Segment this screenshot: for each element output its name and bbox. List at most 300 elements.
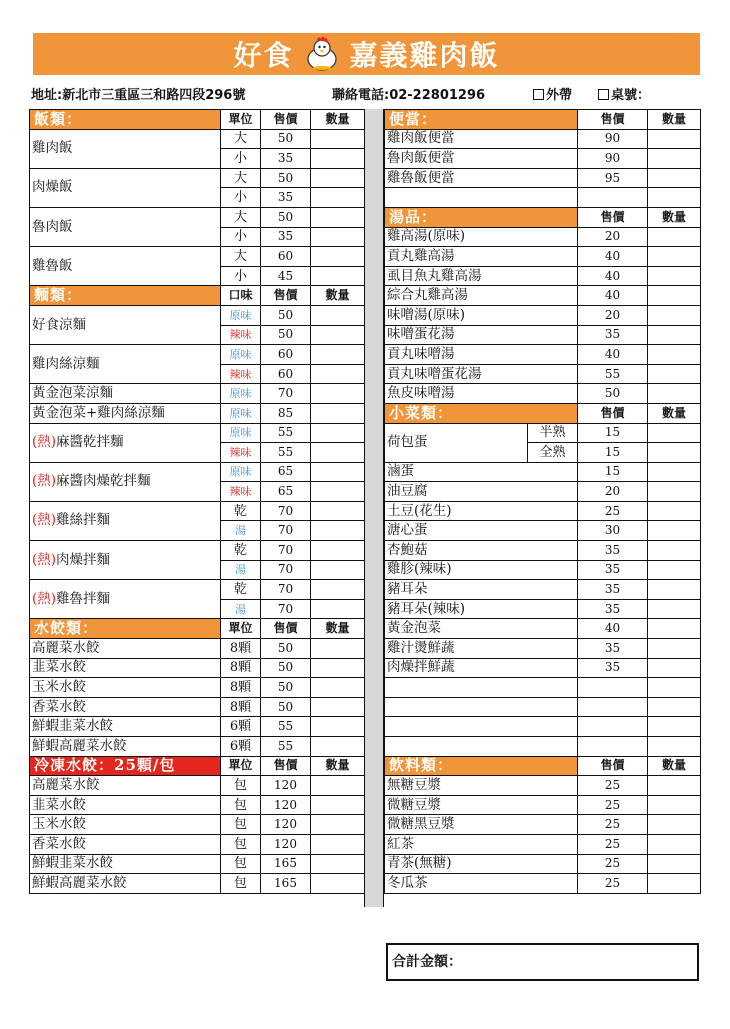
- quantity-cell[interactable]: [311, 482, 365, 502]
- quantity-cell[interactable]: [311, 541, 365, 561]
- quantity-cell[interactable]: [311, 560, 365, 580]
- price: 55: [578, 364, 648, 384]
- item-name: 魯肉飯便當: [385, 149, 578, 169]
- empty-cell: [578, 697, 648, 717]
- item-name: 鮮蝦韭菜水餃: [30, 854, 221, 874]
- menu-item-row: [385, 482, 701, 502]
- column-header: 單位: [221, 110, 261, 130]
- menu-item-row: [30, 462, 365, 482]
- quantity-cell[interactable]: [648, 305, 701, 325]
- price: 165: [261, 874, 311, 894]
- price: 25: [578, 854, 648, 874]
- menu-item-row: [385, 639, 701, 659]
- quantity-cell[interactable]: [648, 501, 701, 521]
- price: 55: [261, 443, 311, 463]
- column-header: 口味: [221, 286, 261, 306]
- price: 50: [261, 168, 311, 188]
- quantity-cell[interactable]: [311, 129, 365, 149]
- quantity-cell[interactable]: [311, 384, 365, 404]
- quantity-cell[interactable]: [311, 188, 365, 208]
- option-label: 辣味: [221, 443, 261, 463]
- quantity-cell[interactable]: [648, 521, 701, 541]
- item-name: 貢丸味噌湯: [385, 345, 578, 365]
- option-label: 大: [221, 247, 261, 267]
- option-label: 湯: [221, 521, 261, 541]
- quantity-cell[interactable]: [648, 129, 701, 149]
- price: 40: [578, 266, 648, 286]
- quantity-cell[interactable]: [311, 325, 365, 345]
- item-name-text: 黃金泡菜+雞肉絲涼麵: [32, 404, 165, 421]
- menu-item-row: [385, 541, 701, 561]
- menu-item-row: [385, 776, 701, 796]
- price: 70: [261, 521, 311, 541]
- item-name: [30, 423, 221, 462]
- item-name: [30, 580, 221, 619]
- menu-item-row: [385, 129, 701, 149]
- price: 15: [578, 462, 648, 482]
- price: 35: [261, 149, 311, 169]
- price: 90: [578, 149, 648, 169]
- quantity-cell[interactable]: [648, 168, 701, 188]
- unit: 包: [221, 795, 261, 815]
- option-label: 小: [221, 149, 261, 169]
- item-name: 冬瓜茶: [385, 874, 578, 894]
- item-name: 玉米水餃: [30, 678, 221, 698]
- quantity-cell[interactable]: [648, 560, 701, 580]
- quantity-cell[interactable]: [311, 345, 365, 365]
- price: 40: [578, 345, 648, 365]
- section-title: 小菜類：: [385, 403, 578, 423]
- empty-row: [385, 737, 701, 757]
- menu-item-row: [385, 305, 701, 325]
- quantity-cell[interactable]: [311, 776, 365, 796]
- menu-item-row: [385, 834, 701, 854]
- bento-section-header: [385, 110, 701, 130]
- option-label: 半熟: [528, 423, 578, 443]
- item-name: 高麗菜水餃: [30, 776, 221, 796]
- menu-item-row: [385, 580, 701, 600]
- item-name: 味噌湯(原味): [385, 305, 578, 325]
- menu-item-row: [385, 795, 701, 815]
- quantity-cell[interactable]: [311, 207, 365, 227]
- price: 35: [578, 541, 648, 561]
- hot-tag: (熱): [32, 434, 57, 451]
- empty-row: [385, 697, 701, 717]
- quantity-cell[interactable]: [648, 384, 701, 404]
- quantity-cell[interactable]: [311, 874, 365, 894]
- quantity-cell[interactable]: [311, 580, 365, 600]
- item-name: 微糖豆漿: [385, 795, 578, 815]
- empty-cell: [385, 697, 578, 717]
- quantity-cell[interactable]: [311, 501, 365, 521]
- column-header: 數量: [311, 619, 365, 639]
- option-label: 大: [221, 207, 261, 227]
- menu-item-row: [385, 266, 701, 286]
- item-name-text: 麻醬乾拌麵: [56, 434, 124, 451]
- empty-row: [385, 678, 701, 698]
- quantity-cell[interactable]: [311, 443, 365, 463]
- empty-cell: [578, 678, 648, 698]
- menu-item-row: [385, 423, 701, 443]
- item-name: [30, 384, 221, 404]
- unit: 包: [221, 874, 261, 894]
- unit: 6顆: [221, 717, 261, 737]
- quantity-cell[interactable]: [648, 874, 701, 894]
- unit: 包: [221, 854, 261, 874]
- price: 15: [578, 443, 648, 463]
- empty-cell: [385, 737, 578, 757]
- quantity-cell[interactable]: [311, 403, 365, 423]
- quantity-cell[interactable]: [648, 462, 701, 482]
- option-label: 湯: [221, 599, 261, 619]
- item-name: [30, 501, 221, 540]
- drink-section-header: [385, 756, 701, 776]
- price: 70: [261, 580, 311, 600]
- price: 50: [261, 639, 311, 659]
- menu-item-row: [30, 403, 365, 423]
- option-label: 湯: [221, 560, 261, 580]
- quantity-cell[interactable]: [311, 227, 365, 247]
- menu-item-row: [30, 423, 365, 443]
- menu-item-row: [30, 305, 365, 325]
- price: 35: [261, 227, 311, 247]
- unit: 8顆: [221, 639, 261, 659]
- quantity-cell[interactable]: [311, 717, 365, 737]
- menu-item-row: [30, 815, 365, 835]
- price: 70: [261, 541, 311, 561]
- column-header: 售價: [578, 207, 648, 227]
- price: 55: [261, 423, 311, 443]
- quantity-cell[interactable]: [648, 364, 701, 384]
- quantity-cell[interactable]: [648, 854, 701, 874]
- menu-item-row: [385, 149, 701, 169]
- price: 60: [261, 247, 311, 267]
- menu-item-row: [385, 384, 701, 404]
- price: 120: [261, 815, 311, 835]
- menu-item-row: [30, 129, 365, 149]
- menu-item-row: [385, 815, 701, 835]
- quantity-cell[interactable]: [648, 776, 701, 796]
- column-header: 單位: [221, 619, 261, 639]
- price: 35: [578, 580, 648, 600]
- empty-cell: [385, 188, 578, 208]
- item-name-text: 肉燥飯: [32, 179, 73, 196]
- quantity-cell[interactable]: [311, 364, 365, 384]
- price: 25: [578, 795, 648, 815]
- section-title: 湯品：: [385, 207, 578, 227]
- option-label: 原味: [221, 305, 261, 325]
- noodle-section-header: [30, 286, 365, 306]
- item-name: [30, 305, 221, 344]
- price: 70: [261, 560, 311, 580]
- item-name-text: 雞肉絲涼麵: [32, 355, 100, 372]
- menu-item-row: [385, 168, 701, 188]
- item-name: 雞胗(辣味): [385, 560, 578, 580]
- quantity-cell[interactable]: [648, 834, 701, 854]
- price: 20: [578, 482, 648, 502]
- option-label: 辣味: [221, 482, 261, 502]
- quantity-cell[interactable]: [648, 815, 701, 835]
- quantity-cell[interactable]: [311, 678, 365, 698]
- menu-item-row: [30, 639, 365, 659]
- quantity-cell[interactable]: [311, 305, 365, 325]
- item-name: 香菜水餃: [30, 834, 221, 854]
- empty-cell: [648, 697, 701, 717]
- item-name: [30, 403, 221, 423]
- quantity-cell[interactable]: [311, 658, 365, 678]
- menu-item-row: [30, 874, 365, 894]
- dumpling-section-header: [30, 619, 365, 639]
- option-label: 原味: [221, 462, 261, 482]
- column-header: 售價: [261, 619, 311, 639]
- price: 60: [261, 364, 311, 384]
- quantity-cell[interactable]: [648, 658, 701, 678]
- item-name: 虱目魚丸雞高湯: [385, 266, 578, 286]
- section-title: 飲料類：: [385, 756, 578, 776]
- left-menu-table: [29, 109, 365, 894]
- option-label: 原味: [221, 423, 261, 443]
- column-header: 售價: [261, 756, 311, 776]
- hot-tag: (熱): [32, 512, 57, 529]
- menu-item-row: [385, 286, 701, 306]
- item-name: 荷包蛋: [385, 423, 528, 462]
- menu-item-row: [30, 854, 365, 874]
- price: 65: [261, 462, 311, 482]
- price: 30: [578, 521, 648, 541]
- quantity-cell[interactable]: [311, 639, 365, 659]
- dine-in-checkbox[interactable]: [598, 89, 609, 100]
- column-header: 售價: [261, 286, 311, 306]
- section-title: 飯類：: [30, 110, 221, 130]
- frozen-section-header: [30, 756, 365, 776]
- menu-item-row: [30, 541, 365, 561]
- quantity-cell[interactable]: [311, 423, 365, 443]
- price: 70: [261, 384, 311, 404]
- quantity-cell[interactable]: [648, 423, 701, 443]
- price: 35: [578, 658, 648, 678]
- quantity-cell[interactable]: [648, 541, 701, 561]
- empty-cell: [578, 737, 648, 757]
- quantity-cell[interactable]: [311, 599, 365, 619]
- price: 55: [261, 737, 311, 757]
- menu-item-row: [385, 227, 701, 247]
- price: 35: [578, 599, 648, 619]
- price: 20: [578, 305, 648, 325]
- menu-item-row: [30, 697, 365, 717]
- quantity-cell[interactable]: [311, 149, 365, 169]
- menu-item-row: [385, 247, 701, 267]
- quantity-cell[interactable]: [648, 286, 701, 306]
- price: 50: [261, 325, 311, 345]
- menu-item-row: [385, 325, 701, 345]
- price: 25: [578, 501, 648, 521]
- quantity-cell[interactable]: [311, 815, 365, 835]
- empty-cell: [648, 737, 701, 757]
- item-name: 韭菜水餃: [30, 795, 221, 815]
- column-header: 數量: [311, 110, 365, 130]
- quantity-cell[interactable]: [311, 521, 365, 541]
- price: 65: [261, 482, 311, 502]
- quantity-cell[interactable]: [311, 697, 365, 717]
- price: 70: [261, 599, 311, 619]
- item-name-text: 肉燥拌麵: [56, 551, 111, 568]
- price: 20: [578, 227, 648, 247]
- item-name: 紅茶: [385, 834, 578, 854]
- menu-item-row: [30, 737, 365, 757]
- price: 50: [261, 305, 311, 325]
- takeout-option[interactable]: 外帶: [533, 84, 572, 103]
- option-label: 全熟: [528, 443, 578, 463]
- item-name: 黃金泡菜: [385, 619, 578, 639]
- menu-item-row: [385, 658, 701, 678]
- item-name: 香菜水餃: [30, 697, 221, 717]
- item-name: 肉燥拌鮮蔬: [385, 658, 578, 678]
- item-name: 鮮蝦高麗菜水餃: [30, 874, 221, 894]
- quantity-cell[interactable]: [648, 227, 701, 247]
- quantity-cell[interactable]: [311, 168, 365, 188]
- price: 15: [578, 423, 648, 443]
- quantity-cell[interactable]: [648, 345, 701, 365]
- option-label: 乾: [221, 580, 261, 600]
- takeout-checkbox[interactable]: [533, 89, 544, 100]
- menu-item-row: [30, 168, 365, 188]
- price: 165: [261, 854, 311, 874]
- empty-row: [385, 717, 701, 737]
- section-title: 便當：: [385, 110, 578, 130]
- price: 40: [578, 619, 648, 639]
- item-name: 青茶(無糖): [385, 854, 578, 874]
- quantity-cell[interactable]: [648, 482, 701, 502]
- quantity-cell[interactable]: [648, 149, 701, 169]
- unit: 8顆: [221, 697, 261, 717]
- quantity-cell[interactable]: [648, 266, 701, 286]
- price: 95: [578, 168, 648, 188]
- price: 25: [578, 834, 648, 854]
- quantity-cell[interactable]: [648, 795, 701, 815]
- price: 55: [261, 717, 311, 737]
- quantity-cell[interactable]: [648, 247, 701, 267]
- title-right: 嘉義雞肉飯: [349, 39, 500, 72]
- option-label: 乾: [221, 541, 261, 561]
- menu-item-row: [385, 501, 701, 521]
- option-label: 小: [221, 266, 261, 286]
- total-label: 合計金額：: [392, 954, 462, 970]
- price: 35: [261, 188, 311, 208]
- menu-item-row: [385, 345, 701, 365]
- price: 35: [578, 325, 648, 345]
- section-title: 冷凍水餃：25顆/包: [30, 756, 221, 776]
- title-left: 好食: [233, 39, 294, 72]
- item-name: [30, 462, 221, 501]
- quantity-cell[interactable]: [311, 854, 365, 874]
- quantity-cell[interactable]: [648, 599, 701, 619]
- unit: 8顆: [221, 658, 261, 678]
- item-name-text: 雞絲拌麵: [56, 512, 111, 529]
- empty-cell: [578, 717, 648, 737]
- price: 25: [578, 874, 648, 894]
- option-label: 乾: [221, 501, 261, 521]
- unit: 包: [221, 776, 261, 796]
- quantity-cell[interactable]: [311, 834, 365, 854]
- menu-item-row: [385, 521, 701, 541]
- option-label: 辣味: [221, 325, 261, 345]
- phone: 聯絡電話:02-22801296: [332, 88, 486, 103]
- menu-item-row: [30, 717, 365, 737]
- item-name: 雞汁燙鮮蔬: [385, 639, 578, 659]
- menu-item-row: [385, 874, 701, 894]
- price: 70: [261, 501, 311, 521]
- option-label: 大: [221, 168, 261, 188]
- option-label: 原味: [221, 403, 261, 423]
- price: 50: [261, 658, 311, 678]
- quantity-cell[interactable]: [648, 619, 701, 639]
- table-number-field[interactable]: 桌號：: [598, 84, 650, 103]
- quantity-cell[interactable]: [648, 639, 701, 659]
- item-name: [30, 541, 221, 580]
- item-name: [30, 345, 221, 384]
- item-name: [30, 247, 221, 286]
- price: 60: [261, 345, 311, 365]
- item-name: [30, 207, 221, 246]
- empty-cell: [385, 678, 578, 698]
- soup-section-header: [385, 207, 701, 227]
- rice-section-header: [30, 110, 365, 130]
- item-name-text: 魯肉飯: [32, 218, 73, 235]
- empty-cell: [385, 717, 578, 737]
- column-header: 數量: [311, 756, 365, 776]
- price: 90: [578, 129, 648, 149]
- column-header: 數量: [648, 756, 701, 776]
- total-amount-box[interactable]: [386, 943, 699, 981]
- unit: 包: [221, 834, 261, 854]
- item-name: 滷蛋: [385, 462, 578, 482]
- menu-item-row: [385, 560, 701, 580]
- quantity-cell[interactable]: [311, 266, 365, 286]
- menu-item-row: [30, 795, 365, 815]
- price: 40: [578, 286, 648, 306]
- menu-item-row: [385, 462, 701, 482]
- price: 50: [261, 678, 311, 698]
- quantity-cell[interactable]: [311, 737, 365, 757]
- empty-row: [385, 188, 701, 208]
- empty-cell: [648, 717, 701, 737]
- item-name: 鮮蝦韭菜水餃: [30, 717, 221, 737]
- price: 40: [578, 247, 648, 267]
- price: 85: [261, 403, 311, 423]
- menu-item-row: [30, 658, 365, 678]
- price: 25: [578, 776, 648, 796]
- price: 120: [261, 795, 311, 815]
- column-header: 數量: [648, 110, 701, 130]
- chicken-logo-icon: [302, 34, 342, 74]
- option-label: 原味: [221, 345, 261, 365]
- quantity-cell[interactable]: [311, 795, 365, 815]
- quantity-cell[interactable]: [648, 443, 701, 463]
- item-name: 雞高湯(原味): [385, 227, 578, 247]
- quantity-cell[interactable]: [648, 325, 701, 345]
- menu-item-row: [385, 364, 701, 384]
- quantity-cell[interactable]: [311, 247, 365, 267]
- item-name: [30, 168, 221, 207]
- quantity-cell[interactable]: [648, 580, 701, 600]
- item-name: 高麗菜水餃: [30, 639, 221, 659]
- empty-cell: [648, 188, 701, 208]
- empty-cell: [648, 678, 701, 698]
- column-header: 數量: [648, 403, 701, 423]
- quantity-cell[interactable]: [311, 462, 365, 482]
- price: 120: [261, 776, 311, 796]
- item-name: 韭菜水餃: [30, 658, 221, 678]
